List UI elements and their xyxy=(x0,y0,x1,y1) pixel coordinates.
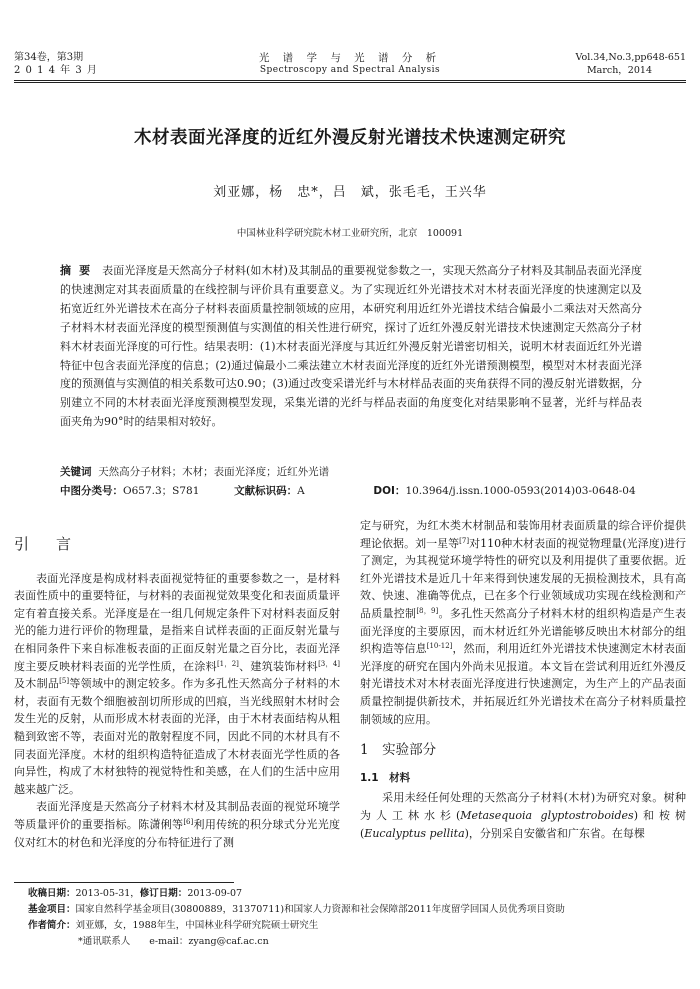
keywords-label: 关键词 xyxy=(60,466,92,478)
doi-label: DOI： xyxy=(373,485,406,497)
intro-heading: 引 言 xyxy=(14,535,78,553)
abstract-text: 表面光泽度是天然高分子材料(如木材)及其制品的重要视觉参数之一，实现天然高分子材料及其制品表面光泽度的快速测定对其表面质量的在线控制与评价具有重要意义。为了实现近红外光谱技术对木材表面光泽度的快速测定以及拓宽近红外光谱技术在高分子材料表面质量控制领域的应用，本研究利用近红外光谱技术结合偏最小二乘法对天然高分子材料木材表面光泽度的模型预测值与实测值的相关性进行研究，探讨了近红外漫反射光谱技术快速测定天然高分子材料木材表面光泽度的可行性。结果表明：(1)木材表面光泽度与其近红外漫反射光谱密切相关，说明木材表面近红外光谱特征中包含表面光泽度的信息；(2)通过偏最小二乘法建立木材表面光泽度的近红外光谱预测模型，模型对木材表面光泽度的预测值与实测值的相关系数可达0.90；(3)通过改变采谱光纤与木材样品表面的夹角获得不同的漫反射光谱数据，分别建立不同的木材表面光泽度预测模型发现，采集光谱的光纤与样品表面的角度变化对结果影响不显著，光纤与样品表面夹角为90°时的结果相对较好。 xyxy=(60,264,642,429)
subsection-1-1-heading: 1.1 材料 xyxy=(360,771,411,784)
abstract xyxy=(60,262,642,432)
corresponding-author: *通讯联系人 e-mail：zyang@caf.ac.cn xyxy=(78,936,269,947)
journal-title-cn: 光 谱 学 与 光 谱 分 析 xyxy=(258,52,442,64)
volume-cn: 第34卷，第3期 xyxy=(14,52,84,63)
citation[interactable]: [10-12] xyxy=(426,642,453,651)
classification-line xyxy=(60,483,642,500)
abstract-label: 摘要 xyxy=(60,264,99,277)
intro-paragraph-1: 表面光泽度是构成材料表面视觉特征的重要参数之一，是材料表面性质中的重要特征，与材料的表面视觉效果变化和表面质量评定有着直接关系。光泽度是在一组几何规定条件下对材料表面反射光的能力进行评价的物理量，是指来自试样表面的正面反射光量与在相同条件下来自标准板表面的正面反射光量之百分比，表面光泽度主要反映材料表面的光学性质，在涂料[1，2]、建筑装饰材料[3，4]及木制品[5]等领域中的测定较多。作为多孔性天然高分子材料的木材，表面有无数个细胞被剖切所形成的凹痕，当光线照射木材时会发生光的反射，从而形成木材表面的光泽，由于木材表面结构从粗糙到致密不等，表面对光的散射程度不同，因此不同的木材具有不同表面光泽度。木材的组织构造特征造成了木材表面光学性质的各向异性，构成了木材独特的视觉特性和美感，在人们的生活中应用越来越广泛。 xyxy=(14,571,341,796)
header-rule xyxy=(14,80,686,81)
section-1-heading: 1 实验部分 xyxy=(360,742,437,759)
intro-paragraph-2: 表面光泽度是天然高分子材料木材及其制品表面的视觉环境学等质量评价的重要指标。陈潇俐等[6]利用传统的积分球式分光光度仪对红木的材色和光泽度的分布特征进行了测 xyxy=(14,800,340,849)
citation[interactable]: [7] xyxy=(459,536,470,545)
keywords xyxy=(60,464,642,481)
header-rule-thin xyxy=(14,82,686,83)
footnote-rule xyxy=(14,882,234,883)
materials-paragraph: 采用未经任何处理的天然高分子材料(木材)为研究对象。树种为人工林水杉(Metasequoia glyptostroboides)和桉树(Eucalyptus pellita)，分别采自安徽省和广东省。在每棵 xyxy=(360,791,687,840)
citation[interactable]: [8，9] xyxy=(416,606,439,615)
doi-value: 10.3964/j.issn.1000-0593(2014)03-0648-04 xyxy=(405,485,636,497)
clc-value: O657.3；S781 xyxy=(123,485,200,497)
right-column xyxy=(360,517,686,842)
citation[interactable]: [1，2] xyxy=(216,659,239,668)
volume-en: Vol.34,No.3,pp648-651 xyxy=(575,52,686,63)
affiliation: 中国林业科学研究院木材工业研究所，北京 100091 xyxy=(236,228,464,239)
author-list: 刘亚娜，杨 忠*，吕 斌，张毛毛，王兴华 xyxy=(213,185,487,200)
species-name: Metasequoia glyptostroboides xyxy=(460,808,634,822)
paper-title: 木材表面光泽度的近红外漫反射光谱技术快速测定研究 xyxy=(134,128,566,148)
citation[interactable]: [3，4] xyxy=(318,659,340,668)
doc-code-value: A xyxy=(297,485,305,497)
citation[interactable]: [5] xyxy=(59,677,70,686)
date-en: March，2014 xyxy=(586,65,652,76)
journal-title-en: Spectroscopy and Spectral Analysis xyxy=(259,65,441,75)
intro-paragraph-2-cont: 定与研究，为红木类木材制品和装饰用材表面质量的综合评价提供理论依据。刘一星等[7]对110种木材表面的视觉物理量(光泽度)进行了测定，为其视觉环境学特性的研究以及利用提供了重要依据。近红外光谱技术是近几十年来得到快速发展的无损检测技术，具有高效、快速、准确等优点，已在多个行业领域成功实现在线检测和产品质量控制[8，9]。多孔性天然高分子材料木材的组织构造是产生表面光泽度的主要原因，而木材近红外光谱能够反映出木材部分的组织构造等信息[10-12]，然而，利用近红外光谱技术快速测定木材表面光泽度的研究在国内外尚未见报道。本文旨在尝试利用近红外漫反射光谱技术对木材表面光泽度进行快速测定，为生产上的产品表面质量控制提供新技术，并拓展近红外光谱技术在高分子材料质量控制领域的应用。 xyxy=(360,519,687,726)
date-cn: 2 0 1 4 年 3 月 xyxy=(14,65,98,76)
citation[interactable]: [6] xyxy=(183,817,194,826)
doc-code-label: 文献标识码： xyxy=(234,485,298,497)
species-name: Eucalyptus pellita xyxy=(364,826,465,840)
left-column xyxy=(14,536,340,851)
footnote: 收稿日期：2013-05-31，修订日期：2013-09-07 基金项目：国家自然科学基金项目(30800889，31370711)和国家人力资源和社会保障部2011年度留学回国人员优秀项目资助 作者简介：刘亚娜，女，1988年生，中国林业科学研究院硕士研究生 *通讯联系人 e-mail：zyang@caf.ac.cn xyxy=(22,886,682,950)
clc-label: 中图分类号： xyxy=(60,485,123,497)
keywords-text: 天然高分子材料；木材；表面光泽度；近红外光谱 xyxy=(98,466,330,478)
